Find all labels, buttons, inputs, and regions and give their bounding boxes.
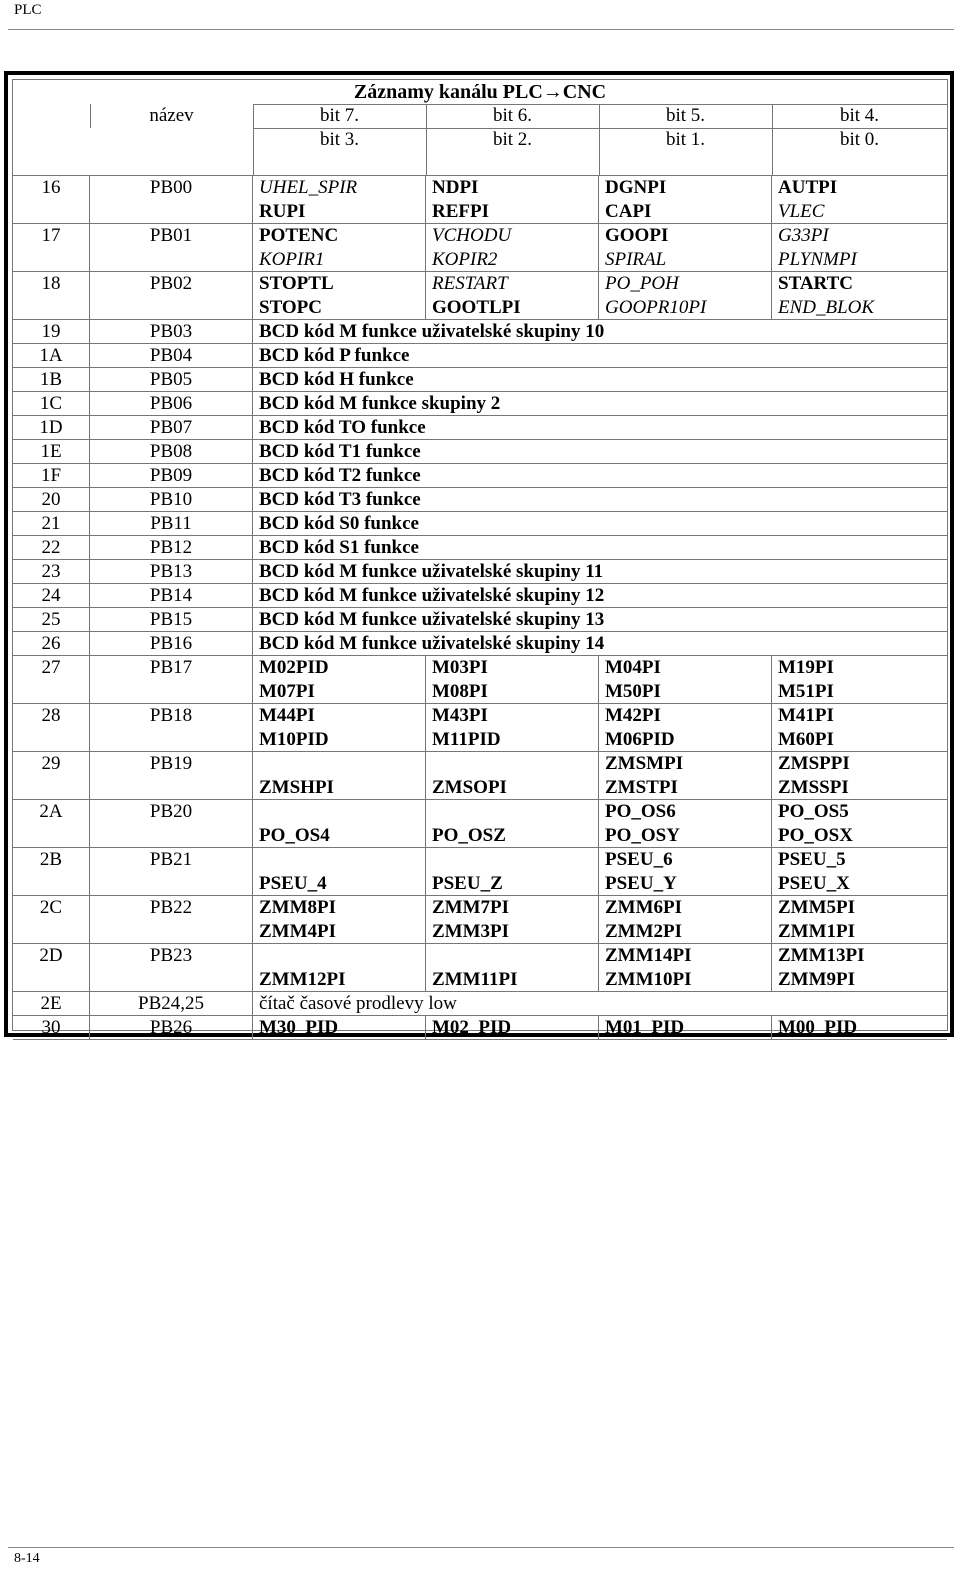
bit-cell — [772, 896, 947, 943]
bit-cell — [426, 224, 599, 271]
bit-label-lower: ZMSHPI — [259, 777, 334, 798]
bit-label-upper — [259, 848, 425, 872]
table-row — [13, 608, 947, 632]
row-description: BCD kód P funkce — [259, 345, 410, 366]
header-bit1: bit 1. — [665, 129, 706, 150]
table-header — [13, 80, 947, 176]
row-description: čítač časové prodlevy low — [259, 993, 457, 1014]
header-bit0: bit 0. — [839, 129, 880, 150]
row-hex-code: 17 — [13, 224, 90, 271]
bit-label-upper: UHEL_SPIR — [259, 177, 358, 198]
bit-label-lower: ZMM10PI — [605, 969, 692, 990]
bit-label-lower: PSEU_X — [778, 873, 850, 894]
header-divider — [253, 104, 254, 175]
row-name: PB12 — [90, 536, 253, 559]
row-name: PB21 — [90, 848, 253, 895]
table-row — [13, 344, 947, 368]
bit-cell — [599, 224, 772, 271]
table-row — [13, 992, 947, 1016]
bit-label-upper: M42PI — [605, 705, 661, 726]
bit-label-upper: RESTART — [432, 273, 508, 294]
table-row — [13, 512, 947, 536]
bit-label-upper: ZMM8PI — [259, 897, 337, 918]
row-description: BCD kód H funkce — [259, 369, 414, 390]
bit-label-lower: ZMSSPI — [778, 777, 849, 798]
bit-cell — [772, 176, 947, 223]
row-hex-code: 1C — [13, 392, 90, 415]
table-row — [13, 848, 947, 896]
table-row — [13, 944, 947, 992]
header-bit7: bit 7. — [319, 105, 360, 126]
row-name: PB18 — [90, 704, 253, 751]
bit-label-lower: PLYNMPI — [778, 249, 857, 270]
bit-label-upper: ZMSPPI — [778, 753, 850, 774]
row-description: BCD kód S0 funkce — [259, 513, 419, 534]
header-divider — [599, 104, 600, 175]
row-description: BCD kód T1 funkce — [259, 441, 421, 462]
bit-label-upper: ZMM14PI — [605, 945, 692, 966]
row-description: BCD kód TO funkce — [259, 417, 426, 438]
bit-label-lower: M60PI — [778, 729, 834, 750]
bit-cell — [599, 896, 772, 943]
bit-label-lower: M07PI — [259, 681, 315, 702]
row-name: PB11 — [90, 512, 253, 535]
bit-cell: M30_PID — [253, 1016, 426, 1039]
row-name: PB04 — [90, 344, 253, 367]
bit-cell — [253, 848, 426, 895]
bit-label-lower: KOPIR1 — [259, 249, 325, 270]
row-description: BCD kód M funkce uživatelské skupiny 13 — [259, 609, 605, 630]
bit-label-upper: ZMM7PI — [432, 897, 510, 918]
bit-cell — [599, 800, 772, 847]
row-hex-code: 1B — [13, 368, 90, 391]
row-name: PB19 — [90, 752, 253, 799]
bit-cell: M00_PID — [778, 1017, 858, 1038]
header-divider — [253, 104, 947, 105]
bit-label-upper: M19PI — [778, 657, 834, 678]
row-description: BCD kód M funkce skupiny 2 — [259, 393, 501, 414]
records-table-frame — [4, 71, 954, 1037]
bit-label-upper: PSEU_5 — [778, 849, 846, 870]
row-name: PB23 — [90, 944, 253, 991]
table-row — [13, 368, 947, 392]
bit-cell — [253, 272, 426, 319]
bit-label-upper: PSEU_6 — [605, 849, 673, 870]
header-bit6: bit 6. — [492, 105, 533, 126]
bit-label-upper: M04PI — [605, 657, 661, 678]
bit-cell — [426, 752, 599, 799]
bit-cell — [253, 896, 426, 943]
bit-cell — [426, 896, 599, 943]
bit-cell — [426, 944, 599, 991]
bit-cell — [772, 944, 947, 991]
bit-cell — [599, 656, 772, 703]
bit-label-lower: M08PI — [432, 681, 488, 702]
bit-label-lower: STOPC — [259, 297, 323, 318]
row-hex-code: 21 — [13, 512, 90, 535]
row-name: PB22 — [90, 896, 253, 943]
bit-label-upper: STOPTL — [259, 273, 334, 294]
row-hex-code: 22 — [13, 536, 90, 559]
header-divider — [253, 128, 947, 129]
bit-label-lower: M51PI — [778, 681, 834, 702]
bit-label-lower: PSEU_4 — [259, 873, 327, 894]
bit-label-upper: M03PI — [432, 657, 488, 678]
bit-cell — [772, 224, 947, 271]
bit-label-upper — [259, 944, 425, 968]
bit-label-lower: PO_OS4 — [259, 825, 330, 846]
bit-label-lower: ZMSOPI — [432, 777, 507, 798]
bit-label-upper — [432, 848, 598, 872]
bit-label-lower: PO_OSZ — [432, 825, 506, 846]
row-hex-code: 20 — [13, 488, 90, 511]
row-hex-code: 25 — [13, 608, 90, 631]
bit-label-upper: G33PI — [778, 225, 829, 246]
table-row — [13, 392, 947, 416]
table-row — [13, 224, 947, 272]
bit-label-upper: M41PI — [778, 705, 834, 726]
row-name: PB16 — [90, 632, 253, 655]
row-name: PB08 — [90, 440, 253, 463]
bit-cell — [426, 848, 599, 895]
bit-label-upper: M44PI — [259, 705, 315, 726]
bit-label-lower: SPIRAL — [605, 249, 667, 270]
bit-label-lower: M50PI — [605, 681, 661, 702]
row-name: PB09 — [90, 464, 253, 487]
row-hex-code: 30 — [13, 1016, 90, 1039]
row-hex-code: 28 — [13, 704, 90, 751]
bit-label-lower: KOPIR2 — [432, 249, 498, 270]
row-hex-code: 1E — [13, 440, 90, 463]
bit-cell — [772, 272, 947, 319]
bit-label-upper: DGNPI — [605, 177, 667, 198]
row-hex-code: 2C — [13, 896, 90, 943]
header-bit2: bit 2. — [492, 129, 533, 150]
row-hex-code: 24 — [13, 584, 90, 607]
row-name: PB17 — [90, 656, 253, 703]
bit-cell — [599, 848, 772, 895]
bit-label-lower: ZMM1PI — [778, 921, 856, 942]
bit-label-upper: M02PID — [259, 657, 329, 678]
bit-label-lower: ZMM2PI — [605, 921, 683, 942]
table-row — [13, 416, 947, 440]
table-row — [13, 704, 947, 752]
bit-cell — [599, 704, 772, 751]
bit-cell — [599, 272, 772, 319]
bit-label-lower: M11PID — [432, 729, 501, 750]
bit-label-upper — [259, 752, 425, 776]
row-hex-code: 2B — [13, 848, 90, 895]
bit-label-lower: ZMM3PI — [432, 921, 510, 942]
bit-cell — [772, 752, 947, 799]
bit-label-lower: M10PID — [259, 729, 329, 750]
page-header: PLC — [14, 2, 42, 18]
row-name: PB03 — [90, 320, 253, 343]
bit-cell — [772, 704, 947, 751]
row-description: BCD kód M funkce uživatelské skupiny 12 — [259, 585, 605, 606]
table-row — [13, 464, 947, 488]
row-description: BCD kód M funkce uživatelské skupiny 11 — [259, 561, 604, 582]
row-description: BCD kód M funkce uživatelské skupiny 14 — [259, 633, 605, 654]
row-name: PB01 — [90, 224, 253, 271]
bit-label-upper: STARTC — [778, 273, 853, 294]
header-bit3: bit 3. — [319, 129, 360, 150]
bit-cell — [253, 656, 426, 703]
bit-label-upper: ZMM5PI — [778, 897, 856, 918]
header-divider — [90, 104, 91, 128]
table-row — [13, 800, 947, 848]
row-hex-code: 26 — [13, 632, 90, 655]
row-name: PB05 — [90, 368, 253, 391]
bit-label-lower: GOOPR10PI — [605, 297, 707, 318]
bit-cell — [253, 800, 426, 847]
bit-label-upper — [432, 752, 598, 776]
row-name: PB24,25 — [90, 992, 253, 1015]
bit-label-lower: ZMM4PI — [259, 921, 337, 942]
bit-cell — [426, 800, 599, 847]
row-name: PB10 — [90, 488, 253, 511]
bit-label-upper: PO_OS6 — [605, 801, 676, 822]
row-hex-code: 2D — [13, 944, 90, 991]
bit-label-lower: PSEU_Z — [432, 873, 503, 894]
bit-label-lower: REFPI — [432, 201, 489, 222]
table-row — [13, 536, 947, 560]
bit-label-upper: GOOPI — [605, 225, 669, 246]
row-hex-code: 2A — [13, 800, 90, 847]
row-description: BCD kód T2 funkce — [259, 465, 421, 486]
bit-cell — [599, 944, 772, 991]
row-name: PB00 — [90, 176, 253, 223]
bit-cell — [599, 752, 772, 799]
table-title: Záznamy kanálu PLC→CNC — [353, 81, 607, 103]
row-description: BCD kód S1 funkce — [259, 537, 419, 558]
row-hex-code: 2E — [13, 992, 90, 1015]
records-table — [12, 79, 948, 1038]
bit-label-upper: ZMM6PI — [605, 897, 683, 918]
row-hex-code: 16 — [13, 176, 90, 223]
row-name: PB07 — [90, 416, 253, 439]
bit-label-upper: PO_OS5 — [778, 801, 849, 822]
table-row — [13, 896, 947, 944]
row-name: PB06 — [90, 392, 253, 415]
table-row — [13, 1016, 947, 1040]
row-name: PB02 — [90, 272, 253, 319]
row-hex-code: 23 — [13, 560, 90, 583]
bit-cell — [772, 848, 947, 895]
bit-label-lower: CAPI — [605, 201, 652, 222]
bit-label-upper: NDPI — [432, 177, 479, 198]
row-hex-code: 19 — [13, 320, 90, 343]
header-divider — [772, 104, 773, 175]
bit-cell — [253, 752, 426, 799]
bit-label-upper: ZMSMPI — [605, 753, 684, 774]
row-hex-code: 29 — [13, 752, 90, 799]
table-row — [13, 584, 947, 608]
row-name: PB14 — [90, 584, 253, 607]
row-hex-code: 1F — [13, 464, 90, 487]
table-row — [13, 176, 947, 224]
table-row — [13, 752, 947, 800]
bit-cell — [253, 704, 426, 751]
bit-label-lower: END_BLOK — [778, 297, 875, 318]
bit-cell: M01_PID — [599, 1016, 772, 1039]
bit-label-lower: PSEU_Y — [605, 873, 677, 894]
bit-label-lower: PO_OSY — [605, 825, 680, 846]
row-name: PB13 — [90, 560, 253, 583]
header-rule — [8, 29, 954, 30]
bit-label-lower: M06PID — [605, 729, 675, 750]
bit-cell — [599, 176, 772, 223]
bit-label-lower: ZMM9PI — [778, 969, 856, 990]
bit-label-upper: ZMM13PI — [778, 945, 865, 966]
header-name: název — [149, 105, 194, 126]
table-row — [13, 560, 947, 584]
bit-label-lower: VLEC — [778, 201, 825, 222]
row-description: BCD kód M funkce uživatelské skupiny 10 — [259, 321, 605, 342]
bit-label-upper — [259, 800, 425, 824]
row-name: PB26 — [90, 1016, 253, 1039]
bit-label-upper: VCHODU — [432, 225, 512, 246]
bit-label-lower: ZMSTPI — [605, 777, 678, 798]
bit-cell — [426, 704, 599, 751]
header-bit5: bit 5. — [665, 105, 706, 126]
bit-cell — [253, 176, 426, 223]
table-row — [13, 320, 947, 344]
bit-cell — [253, 224, 426, 271]
bit-label-lower: ZMM11PI — [432, 969, 518, 990]
header-divider — [426, 104, 427, 175]
bit-label-lower: GOOTLPI — [432, 297, 521, 318]
table-row — [13, 632, 947, 656]
footer-rule — [8, 1547, 954, 1548]
row-hex-code: 1D — [13, 416, 90, 439]
bit-cell — [253, 944, 426, 991]
bit-label-lower: RUPI — [259, 201, 306, 222]
row-name: PB15 — [90, 608, 253, 631]
bit-label-upper: PO_POH — [605, 273, 679, 294]
header-bit4: bit 4. — [839, 105, 880, 126]
row-hex-code: 1A — [13, 344, 90, 367]
bit-cell — [426, 656, 599, 703]
bit-label-upper — [432, 800, 598, 824]
row-hex-code: 18 — [13, 272, 90, 319]
bit-label-lower: PO_OSX — [778, 825, 853, 846]
table-row — [13, 440, 947, 464]
table-row — [13, 272, 947, 320]
bit-label-upper — [432, 944, 598, 968]
table-row — [13, 656, 947, 704]
bit-label-upper: AUTPI — [778, 177, 838, 198]
bit-label-lower: ZMM12PI — [259, 969, 346, 990]
bit-cell: M02_PID — [426, 1016, 599, 1039]
bit-cell — [426, 272, 599, 319]
bit-cell — [772, 800, 947, 847]
bit-label-upper: M43PI — [432, 705, 488, 726]
row-description: BCD kód T3 funkce — [259, 489, 421, 510]
page-footer: 8-14 — [14, 1551, 40, 1566]
row-name: PB20 — [90, 800, 253, 847]
bit-label-upper: POTENC — [259, 225, 339, 246]
table-row — [13, 488, 947, 512]
bit-cell — [772, 656, 947, 703]
row-hex-code: 27 — [13, 656, 90, 703]
bit-cell — [426, 176, 599, 223]
